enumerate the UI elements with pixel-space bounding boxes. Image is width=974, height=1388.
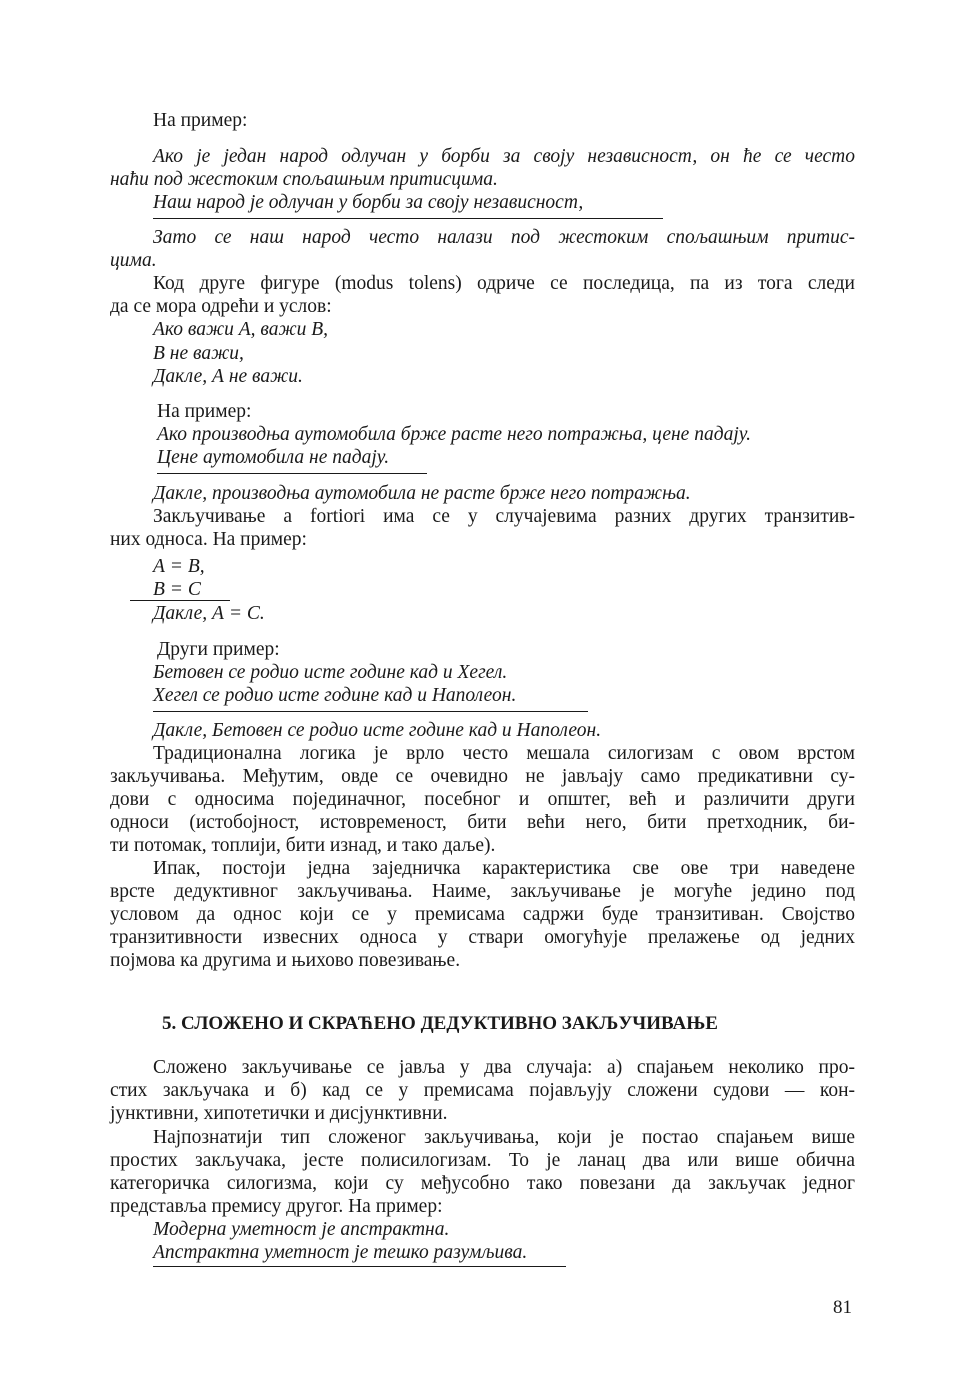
text-line: Зато се наш народ често налази под жестоким спољашњим притис- (153, 227, 855, 248)
text-line: Ако је један народ одлучан у борби за своју независност, он ће се често (153, 146, 855, 167)
text-line: Апстрактна уметност је тешко разумљива. (153, 1242, 528, 1263)
text-line: Ако производња аутомобила брже расте него потражња, цене падају. (157, 424, 752, 445)
text-line: транзитивности извесних односа у ствари омогућује прелажење од једних (110, 927, 855, 948)
syllogism-rule (130, 600, 230, 601)
text-line: Наш народ је одлучан у борби за своју независност, (153, 192, 584, 213)
text-line: условом да однос који се у премисама садржи буде транзитиван. Својство (110, 904, 855, 925)
text-line: Код друге фигуре (modus tolens) одриче се последица, па из тога следи (153, 273, 855, 294)
text-line: представља премису другог. На пример: (110, 1196, 443, 1217)
text-line: В не важи, (153, 343, 244, 364)
text-line: В = С (153, 579, 201, 600)
text-line: да се мора одрећи и услов: (110, 296, 332, 317)
text-line: односи (истобојност, истовременост, бити већи него, бити претходник, би- (110, 812, 855, 833)
text-line: На пример: (153, 110, 248, 131)
syllogism-rule (153, 711, 588, 712)
text-line: А = В, (153, 556, 205, 577)
text-line: врсте дедуктивног закључивања. Наиме, закључивање је могуће једино под (110, 881, 855, 902)
text-line: Модерна уметност је апстрактна. (153, 1219, 450, 1240)
text-line: јунктивни, хипотетички и дисјунктивни. (110, 1103, 448, 1124)
text-line: Закључивање a fortiori има се у случајевима разних других транзитив- (153, 506, 855, 527)
text-line: стих закључака и б) кад се у премисама појављују сложени судови — кон- (110, 1080, 855, 1101)
text-line: Дакле, А = С. (153, 603, 265, 624)
text-line: Дакле, производња аутомобила не расте брже него потражња. (153, 483, 691, 504)
text-line: Ипак, постоји једна заједничка карактеристика све ове три наведене (153, 858, 855, 879)
text-line: категоричка силогизма, који су међусобно тако повезани да закључак једног (110, 1173, 855, 1194)
text-line: них односа. На пример: (110, 529, 307, 550)
text-line: цима. (110, 250, 157, 271)
text-line: Дакле, Бетовен се родио исте године кад и Наполеон. (153, 720, 602, 741)
text-line: дови с односима појединачног, посебног и општег, већ и различити други (110, 789, 855, 810)
text-line: Ако важи А, важи В, (153, 319, 329, 340)
text-line: закључивања. Међутим, овде се очевидно не јављају само предикативни су- (110, 766, 855, 787)
text-line: ти потомак, топлији, бити изнад, и тако даље). (110, 835, 496, 856)
text-line: Дакле, А не важи. (153, 366, 303, 387)
syllogism-rule (153, 218, 663, 219)
text-line: наћи под жестоким спољашњим притисцима. (110, 169, 498, 190)
text-line: Сложено закључивање се јавља у два случаја: а) спајањем неколико про- (153, 1057, 855, 1078)
syllogism-rule (157, 473, 427, 474)
text-line: Други пример: (157, 639, 280, 660)
section-heading: 5. СЛОЖЕНО И СКРАЋЕНО ДЕДУКТИВНО ЗАКЉУЧИВАЊЕ (162, 1013, 718, 1034)
text-line: На пример: (157, 401, 252, 422)
syllogism-rule (153, 1266, 566, 1267)
text-line: Најпознатији тип сложеног закључивања, који је постао спајањем више (153, 1127, 855, 1148)
text-line: Хегел се родио исте године кад и Наполеон. (153, 685, 517, 706)
text-line: простих закључака, јесте полисилогизам. То је ланац два или више обична (110, 1150, 855, 1171)
text-line: Цене аутомобила не падају. (157, 447, 390, 468)
text-line: Бетовен се родио исте године кад и Хегел. (153, 662, 508, 683)
page-number: 81 (833, 1297, 852, 1318)
text-line: Традиционална логика је врло често мешала силогизам с овом врстом (153, 743, 855, 764)
text-line: појмова ка другима и њихово повезивање. (110, 950, 461, 971)
